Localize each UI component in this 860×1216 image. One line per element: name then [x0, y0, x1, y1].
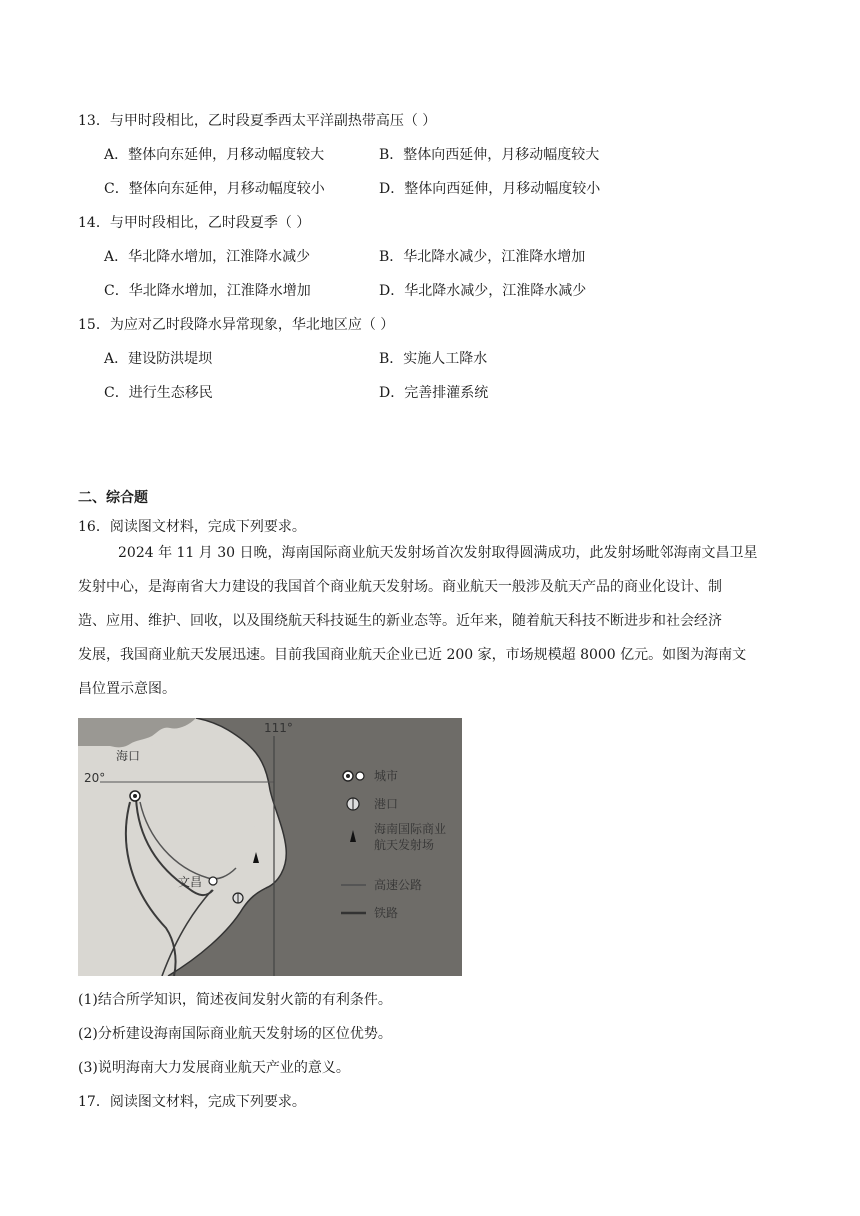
question-15-stem: 15．为应对乙时段降水异常现象，华北地区应（ ） [78, 317, 395, 333]
sub-question-1: (1)结合所学知识，简述夜间发射火箭的有利条件。 [78, 992, 392, 1008]
question-15-option-c: C．进行生态移民 [104, 385, 213, 401]
material-paragraph-line-3: 造、应用、维护、回收，以及围绕航天科技诞生的新业态等。近年来，随着航天科技不断进步和社会经济 [78, 613, 722, 629]
question-14-stem: 14．与甲时段相比，乙时段夏季（ ） [78, 215, 311, 231]
sub-question-2: (2)分析建设海南国际商业航天发射场的区位优势。 [78, 1026, 392, 1042]
section-heading: 二、综合题 [78, 490, 148, 506]
question-13-option-c: C．整体向东延伸，月移动幅度较小 [104, 181, 325, 197]
question-14-option-a: A．华北降水增加，江淮降水减少 [104, 249, 311, 265]
question-14-option-b: B．华北降水减少，江淮降水增加 [379, 249, 586, 265]
question-17-stem: 17．阅读图文材料，完成下列要求。 [78, 1094, 306, 1110]
material-paragraph-line-2: 发射中心，是海南省大力建设的我国首个商业航天发射场。商业航天一般涉及航天产品的商业化设计、制 [78, 579, 722, 595]
haikou-label: 海口 [116, 749, 141, 763]
question-13-stem: 13．与甲时段相比，乙时段夏季西太平洋副热带高压（ ） [78, 113, 437, 129]
material-paragraph-line-5: 昌位置示意图。 [78, 681, 176, 697]
latitude-label: 20° [84, 771, 106, 785]
legend-railway: 铁路 [374, 906, 399, 920]
wenchang-label: 文昌 [178, 875, 203, 889]
question-15-option-a: A．建设防洪堤坝 [104, 351, 213, 367]
longitude-label: 111° [264, 721, 293, 735]
legend-launch-site-line1: 海南国际商业 [374, 822, 447, 836]
question-14-option-c: C．华北降水增加，江淮降水增加 [104, 283, 311, 299]
question-13-option-d: D．整体向西延伸，月移动幅度较小 [379, 181, 601, 197]
question-13-option-a: A．整体向东延伸，月移动幅度较大 [104, 147, 325, 163]
legend-city: 城市 [374, 769, 399, 783]
question-16-stem: 16．阅读图文材料，完成下列要求。 [78, 519, 306, 535]
question-14-option-d: D．华北降水减少，江淮降水减少 [379, 283, 587, 299]
material-paragraph-line-1: 2024 年 11 月 30 日晚，海南国际商业航天发射场首次发射取得圆满成功，此发射场毗邻海南文昌卫星 [118, 545, 758, 561]
legend-launch-site-line2: 航天发射场 [374, 838, 435, 852]
sub-question-3: (3)说明海南大力发展商业航天产业的意义。 [78, 1060, 350, 1076]
wenchang-city-marker [209, 877, 217, 885]
question-13-option-b: B．整体向西延伸，月移动幅度较大 [379, 147, 600, 163]
question-15-option-b: B．实施人工降水 [379, 351, 488, 367]
legend-port: 港口 [374, 797, 399, 811]
question-15-option-d: D．完善排灌系统 [379, 385, 489, 401]
wenchang-location-map [78, 718, 462, 976]
legend-highway: 高速公路 [374, 878, 423, 892]
material-paragraph-line-4: 发展，我国商业航天发展迅速。目前我国商业航天企业已近 200 家，市场规模超 8000 亿元。如图为海南文 [78, 647, 747, 663]
